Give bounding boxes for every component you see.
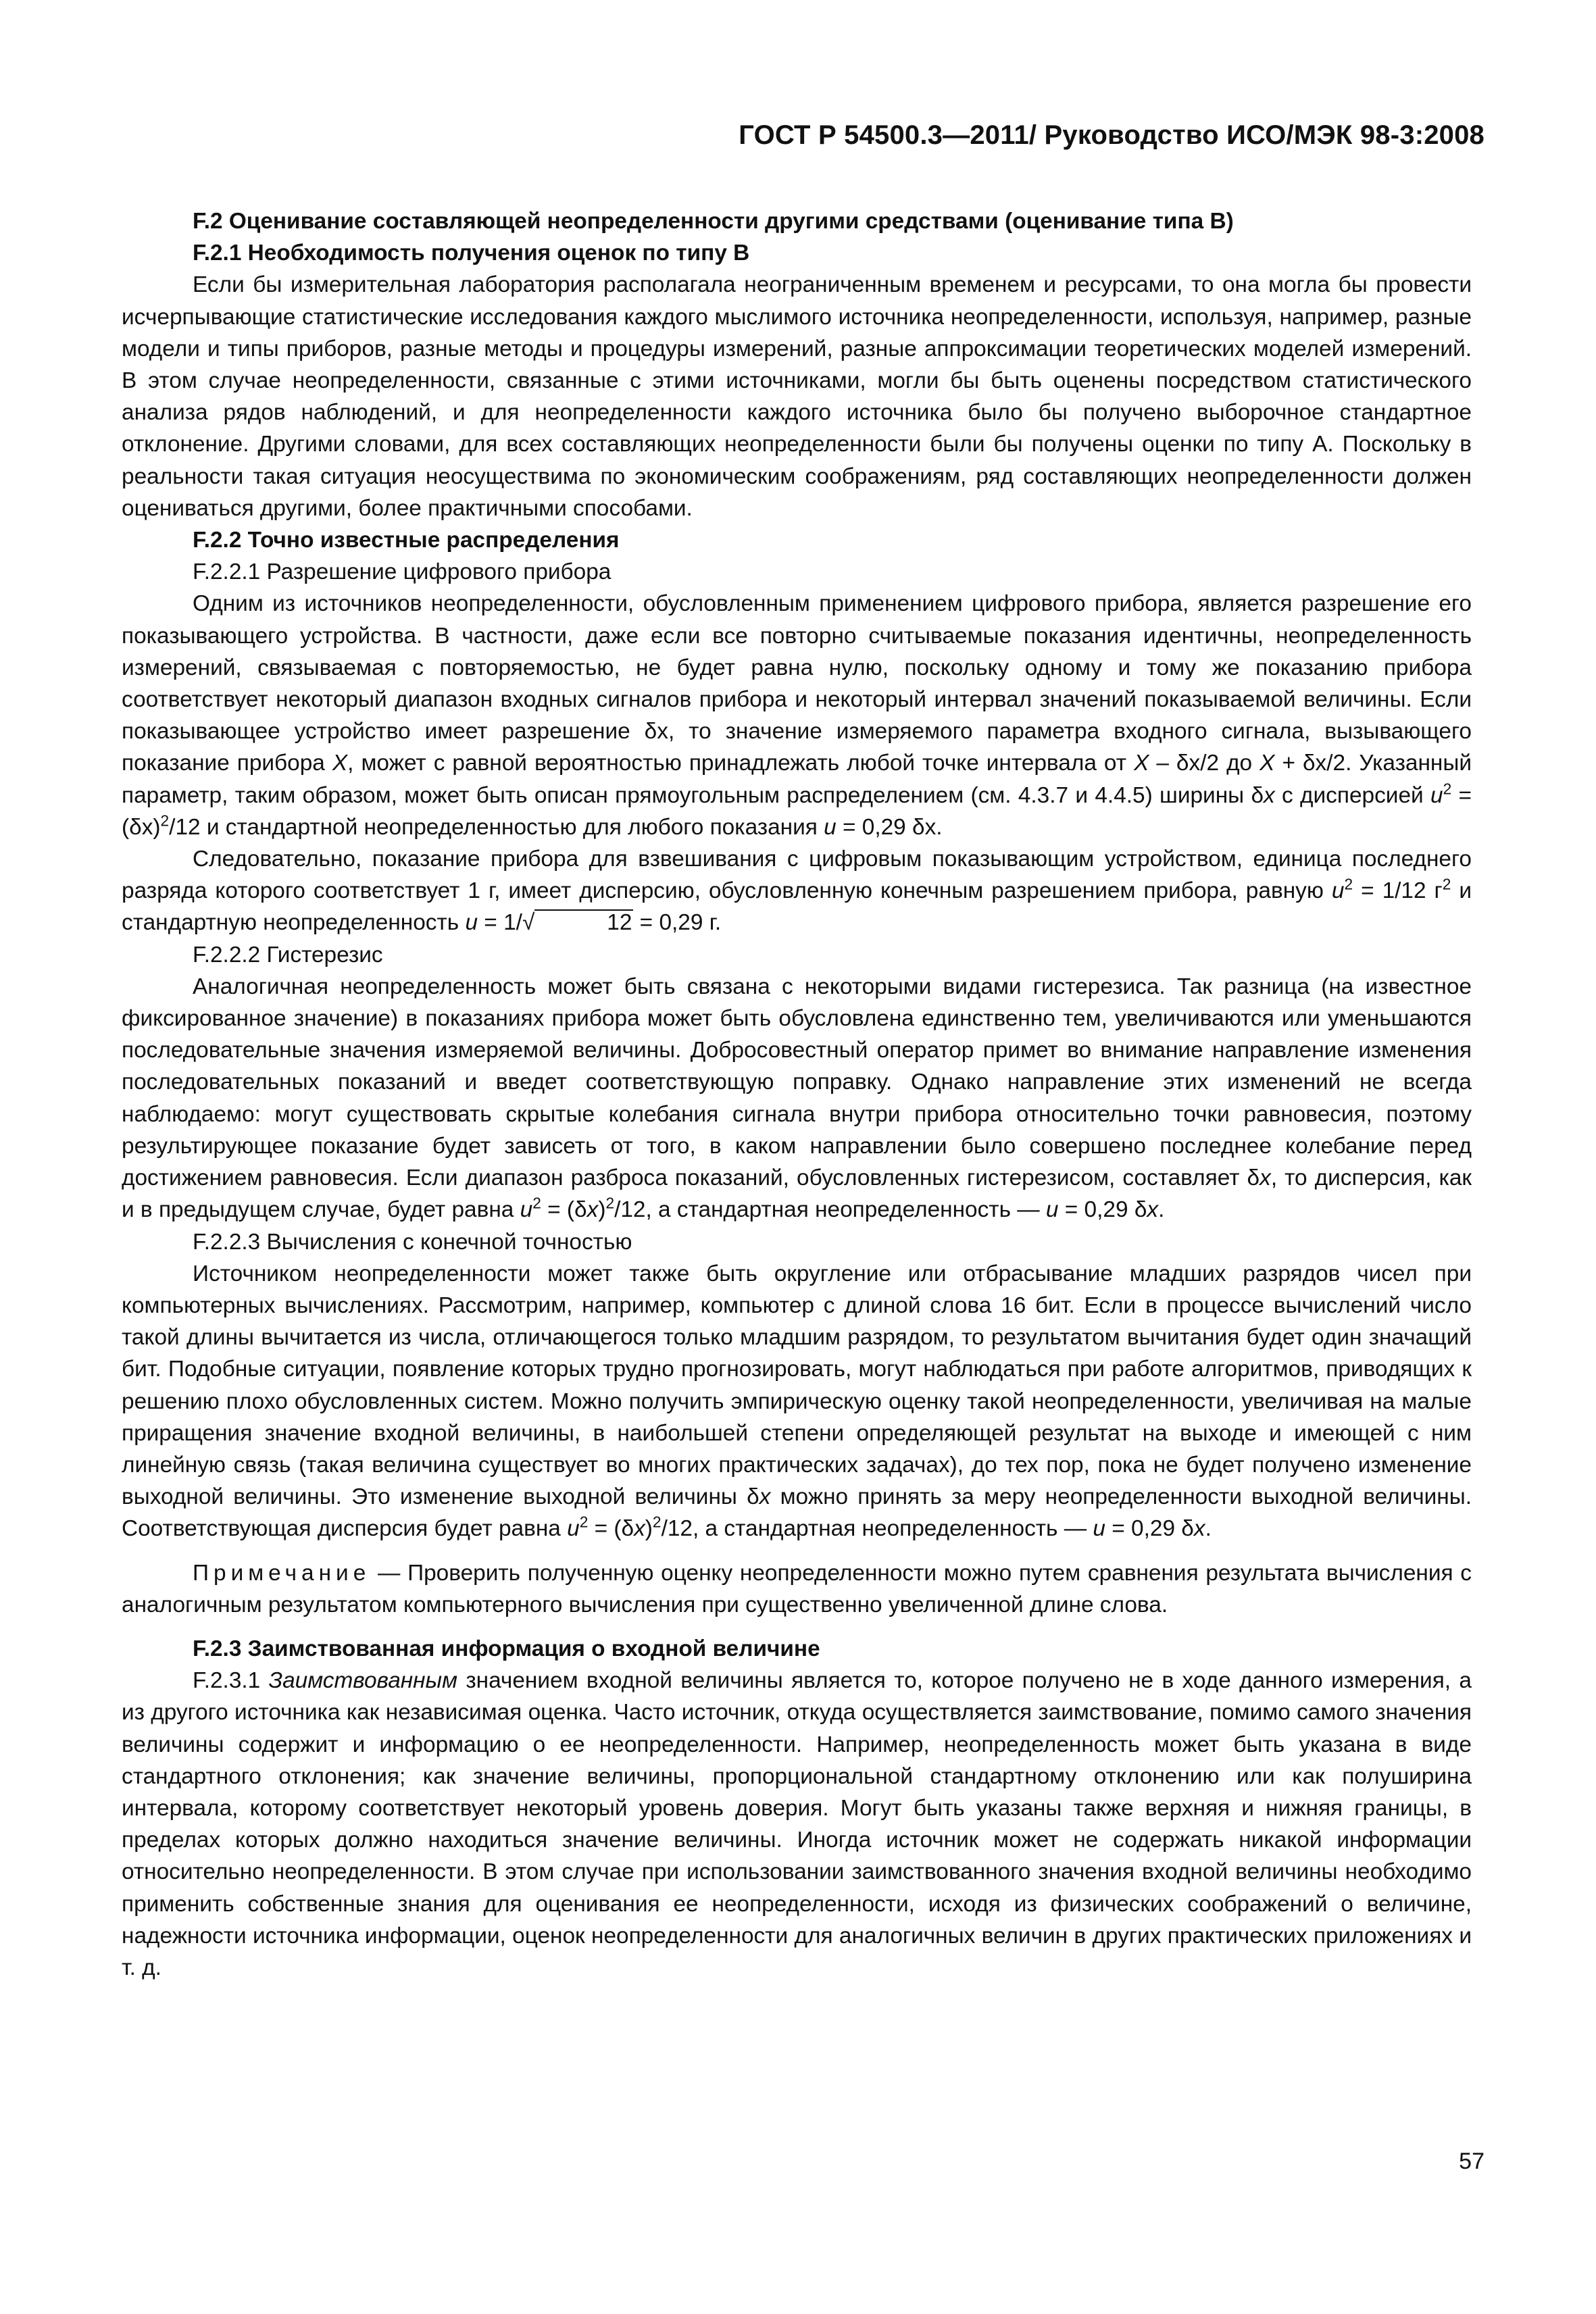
paragraph-f221-2 <box>122 843 1472 939</box>
text-run: ) <box>645 1516 653 1542</box>
note-text: — Проверить полученную оценку неопределенности можно путем сравнения результата вычисления с аналогичным результатом компьютерного вычисления при существенно увеличенной длине слова. <box>122 1560 1472 1617</box>
text-run: значением входной величины является то, которое получено не в ходе данного измерения, а из другого источника как независимая оценка. Часто источник, откуда осуществляется заимствование, помимо самого значения величины содержит и информацию о ее неопределенности. Например, неопределенность может быть указана в виде стандартного отклонения; как значение величины, пропорциональной стандартному отклонению или как полуширина интервала, которому соответствует некоторый уровень доверия. Могут быть указаны также верхняя и нижняя границы, в пределах которых должно находиться значение величины. Иногда источник может не содержать никакой информации относительно неопределенности. В этом случае при использовании заимствованного значения входной величины необходимо применить собственные знания для оценивания ее неопределенности, исходя из физических соображений о величине, надежности источника информации, оценок неопределенности для аналогичных величин в других практических приложениях и т. д. <box>122 1668 1472 1980</box>
text-run: = (δ <box>541 1197 587 1223</box>
math-superscript: 2 <box>1442 875 1451 893</box>
math-var: x <box>1147 1197 1159 1223</box>
note-label: Примечание <box>193 1560 371 1586</box>
math-var: X <box>1260 751 1275 776</box>
math-var: u <box>1430 782 1443 808</box>
math-var: u <box>520 1197 533 1223</box>
section-f222-title: F.2.2.2 Гистерезис <box>193 942 383 967</box>
text-run: , то значение измеряемого параметра входного сигнала, вызывающего показание прибора <box>122 719 1472 776</box>
math-var: u <box>465 910 478 936</box>
math-var: x <box>634 1516 645 1542</box>
math-var: X <box>332 751 348 776</box>
sqrt-symbol: √ <box>522 910 535 936</box>
text-run: = 0,29 δ <box>1058 1197 1147 1223</box>
text-run: = 0,29 δx. <box>836 814 943 840</box>
math-dx: δx <box>644 719 668 745</box>
math-var: x <box>1264 782 1275 808</box>
math-var: x <box>759 1484 771 1510</box>
paragraph-f221-1 <box>122 588 1472 843</box>
document-header: ГОСТ Р 54500.3—2011/ Руководство ИСО/МЭК 98-3:2008 <box>739 120 1485 150</box>
text-run: Аналогичная неопределенность может быть связана с некоторыми видами гистерезиса. Так разница (на известное фиксированное значение) в показаниях прибора может быть обусловлена единственно тем, увеличиваются или уменьшаются последовательные значения измеряемой величины. Добросовестный оператор примет во внимание направление изменения последовательных показаний и введет соответствующую поправку. Однако направление этих изменений не всегда наблюдаемо: могут существовать скрытые колебания сигнала внутри прибора относительно точки равновесия, поэтому результирующее показание будет зависеть от того, в каком направлении было совершено последнее колебание перед достижением равновесия. Если диапазон разброса показаний, обусловленных гистерезисом, составляет δ <box>122 974 1472 1191</box>
paragraph-f223 <box>122 1258 1472 1545</box>
math-superscript: 2 <box>605 1194 615 1212</box>
page-number: 57 <box>1459 2148 1485 2174</box>
text-run: /12 и стандартной неопределенностью для любого показания <box>169 814 818 840</box>
text-run: – δx/2 до <box>1156 751 1253 776</box>
math-superscript: 2 <box>652 1513 662 1531</box>
section-f2-title: F.2 Оценивание составляющей неопределенности другими средствами (оценивание типа В) <box>193 209 1234 234</box>
text-run: = 1/12 г <box>1353 878 1443 904</box>
italic-term: Заимствованным <box>268 1668 457 1694</box>
math-var: x <box>1260 1165 1271 1191</box>
text-run: ) <box>598 1197 606 1223</box>
math-var: u <box>1045 1197 1059 1223</box>
math-var: u <box>1093 1516 1105 1542</box>
text-run: Следовательно, показание прибора для взвешивания с цифровым показывающим устройством, единица последнего разряда которого соответствует 1 г, имеет дисперсию, обусловленную конечным разрешением прибора, равную <box>122 847 1472 904</box>
note-paragraph <box>122 1557 1472 1621</box>
text-run: , то дисперсия, как и в предыдущем случае, будет равна <box>122 1165 1472 1223</box>
math-superscript: 2 <box>532 1194 541 1212</box>
text-run: = (δ <box>588 1516 634 1542</box>
section-f223-title: F.2.2.3 Вычисления с конечной точностью <box>193 1229 632 1255</box>
math-superscript: 2 <box>1443 780 1452 798</box>
text-run: , может с равной вероятностью принадлежать любой точке интервала от <box>347 751 1127 776</box>
text-run: /12, а стандартная неопределенность — <box>661 1516 1093 1542</box>
text-run: F.2.3.1 <box>193 1668 269 1694</box>
text-run: = 1/ <box>478 910 522 936</box>
section-f22-title: F.2.2 Точно известные распределения <box>193 528 620 553</box>
paragraph-f21: Если бы измерительная лаборатория располагала неограниченным временем и ресурсами, то она могла бы провести исчерпывающие статистические исследования каждого мыслимого источника неопределенности, используя, например, разные модели и типы приборов, разные методы и процедуры измерений, разные аппроксимации теоретических моделей измерений. В этом случае неопределенности, связанные с этими источниками, могли бы быть оценены посредством статистического анализа рядов наблюдений, и для неопределенности каждого источника было бы получено выборочное стандартное отклонение. Другими словами, для всех составляющих неопределенности были бы получены оценки по типу А. Поскольку в реальности такая ситуация неосуществима по экономическим соображениям, ряд составляющих неопределенности должен оцениваться другими, более практичными способами. <box>122 272 1472 521</box>
text-run: = (δx) <box>122 782 1472 840</box>
text-run: и стандартную неопределенность <box>122 878 1472 936</box>
text-run: . <box>1205 1516 1212 1542</box>
math-var: u <box>567 1516 580 1542</box>
math-superscript: 2 <box>579 1513 589 1531</box>
math-var: u <box>824 814 837 840</box>
section-f21-title: F.2.1 Необходимость получения оценок по типу В <box>193 241 750 266</box>
text-run: можно принять за меру неопределенности выходной величины. Соответствующая дисперсия будет равна <box>122 1484 1472 1542</box>
section-f23-title: F.2.3 Заимствованная информация о входной величине <box>193 1636 820 1661</box>
text-run: + δx/2. Указанный параметр, таким образом, может быть описан прямоугольным распределением (см. 4.3.7 и 4.4.5) ширины δ <box>122 751 1472 808</box>
text-run: . <box>1158 1197 1165 1223</box>
math-var: X <box>1134 751 1149 776</box>
document-body <box>122 205 1472 1984</box>
paragraph-f231 <box>122 1665 1472 1984</box>
paragraph-f222 <box>122 971 1472 1226</box>
math-var: x <box>1193 1516 1205 1542</box>
text-run: = 0,29 г. <box>633 910 722 936</box>
math-var: u <box>1331 878 1345 904</box>
math-superscript: 2 <box>160 811 170 830</box>
text-run: /12, а стандартная неопределенность — <box>614 1197 1046 1223</box>
sqrt-radicand: 12 <box>534 909 633 936</box>
text-run: = 0,29 δ <box>1105 1516 1194 1542</box>
text-run: Источником неопределенности может также быть округление или отбрасывание младших разрядов чисел при компьютерных вычислениях. Рассмотрим, например, компьютер с длиной слова 16 бит. Если в процессе вычислений число такой длины вычитается из числа, отличающегося только младшим разрядом, то результатом вычитания будет один значащий бит. Подобные ситуации, появление которых трудно прогнозировать, могут наблюдаться при работе алгоритмов, приводящих к решению плохо обусловленных систем. Можно получить эмпирическую оценку такой неопределенности, увеличивая на малые приращения значение входной величины, в наибольшей степени определяющей результат на выходе и имеющей с ним линейную связь (такая величина существует во многих практических задачах), до тех пор, пока не будет получено изменение выходной величины. Это изменение выходной величины δ <box>122 1261 1472 1510</box>
math-var: x <box>587 1197 599 1223</box>
section-f221-title: F.2.2.1 Разрешение цифрового прибора <box>193 559 612 585</box>
text-run: с дисперсией <box>1274 782 1424 808</box>
text-run: Одним из источников неопределенности, обусловленным применением цифрового прибора, является разрешение его показывающего устройства. В частности, даже если все повторно считываемые показания идентичны, неопределенность измерений, связываемая с повторяемостью, не будет равна нулю, поскольку одному и тому же показанию прибора соответствует некоторый диапазон входных сигналов прибора и некоторый интервал значений показываемой величины. Если показывающее устройство имеет разрешение <box>122 591 1472 745</box>
math-superscript: 2 <box>1344 875 1353 893</box>
